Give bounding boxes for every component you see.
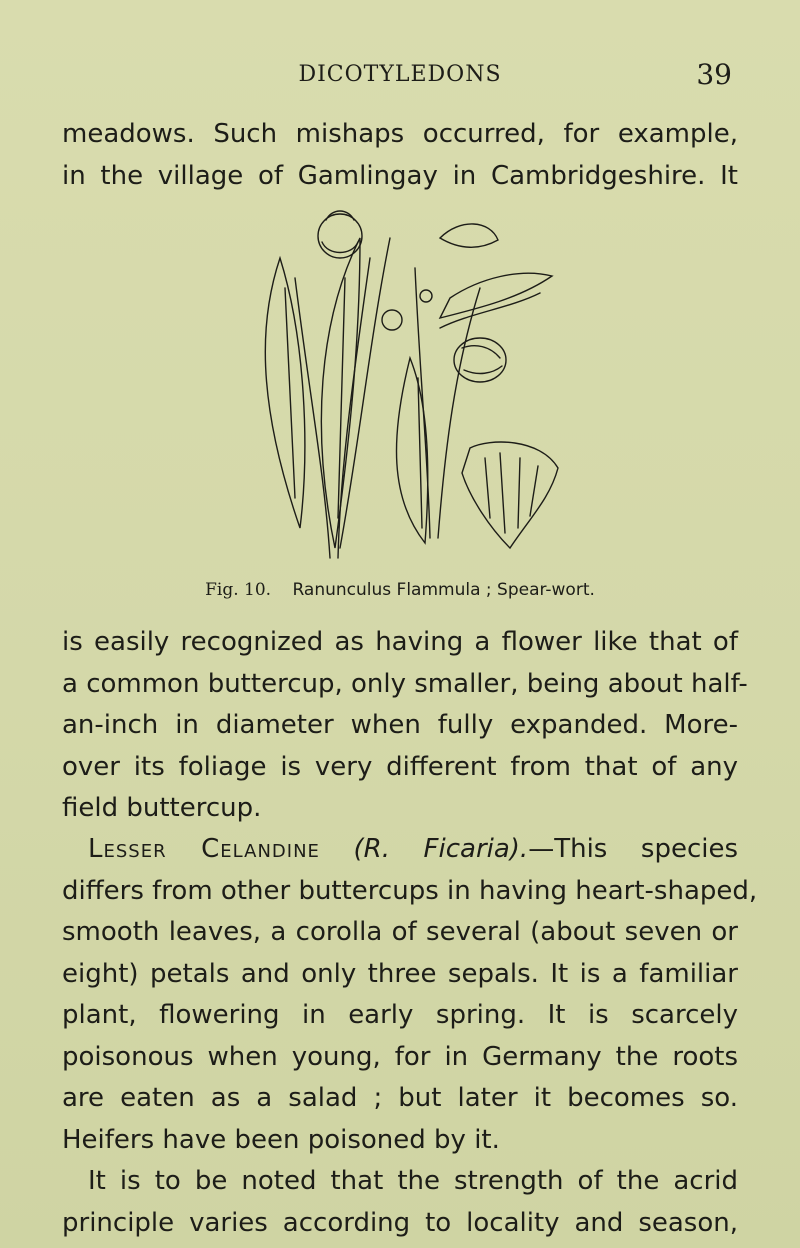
species-heading: Lesser Celandine [88,834,320,864]
text-line-rest: —This species [528,834,739,864]
text-line [62,829,738,871]
text-line: in the village of Gamlingay in Cambridgeshire. It [62,160,738,191]
text-line: field buttercup. [62,793,262,823]
text-line: smooth leaves, a corolla of several (about seven or [62,917,738,947]
ranunculus-flammula-illustration [240,198,570,568]
species-latin-name: (R. Ficaria). [353,834,529,864]
text-line: eight) petals and only three sepals. It is a familiar [62,958,738,989]
text-line: differs from other buttercups in having heart-shaped, [62,875,758,906]
text-line: are eaten as a salad ; but later it becomes so. [62,1083,738,1113]
figure-caption [62,580,738,600]
text-line: poisonous when young, for in Germany the roots [62,1041,738,1072]
text-line: plant, flowering in early spring. It is scarcely [62,1000,738,1030]
paragraph-2 [62,829,758,1161]
figure-caption-text: Ranunculus Flammula ; Spear-wort. [292,580,595,600]
paragraph-3 [62,1161,738,1244]
page-header [62,56,738,96]
text-line: a common buttercup, only smaller, being about half- [62,668,748,699]
figure-label: Fig. 10. [205,580,272,600]
top-paragraph [62,114,738,197]
text-line: is easily recognized as having a flower like that of [62,627,738,657]
text-line: an-inch in diameter when fully expanded. More- [62,710,738,740]
text-line: Heifers have been poisoned by it. [62,1124,500,1155]
text-line: over its foliage is very different from that of any [62,751,738,782]
text-line: meadows. Such mishaps occurred, for example, [62,119,738,149]
running-head: DICOTYLEDONS [298,62,502,87]
paragraph-1 [62,622,748,830]
text-line: It is to be noted that the strength of the acrid [88,1166,738,1196]
text-line: principle varies according to locality and season, [62,1207,738,1238]
page-number: 39 [696,58,732,91]
